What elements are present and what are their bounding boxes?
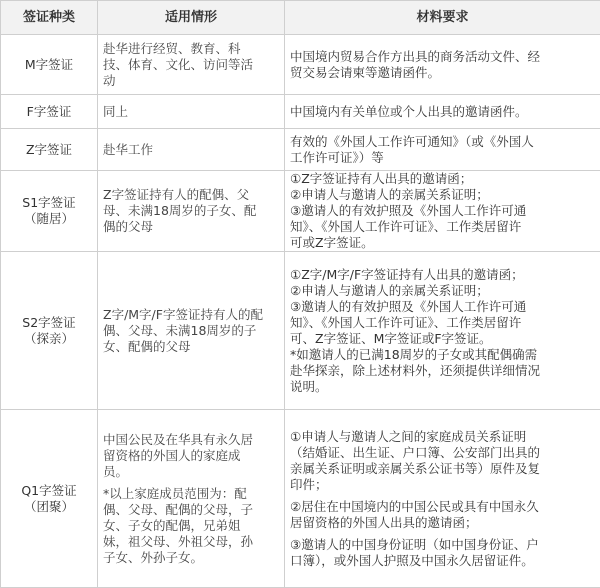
visa-type-cell bbox=[1, 35, 98, 95]
condition-cell-line: 子女、外孙子女。 bbox=[103, 550, 279, 566]
condition-cell-line: 偶的父母 bbox=[103, 219, 279, 235]
table-header-row bbox=[1, 1, 600, 35]
visa-type-cell bbox=[1, 171, 98, 252]
requirement-cell-line: （结婚证、出生证、户口簿、公安部门出具的 bbox=[290, 445, 595, 461]
requirement-cell bbox=[285, 35, 600, 95]
requirement-cell-line: 可或Z字签证。 bbox=[290, 235, 595, 251]
table-row bbox=[1, 35, 600, 95]
requirement-cell bbox=[285, 129, 600, 171]
condition-cell-line: 中国公民及在华具有永久居 bbox=[103, 432, 279, 448]
condition-cell-line: 赴华工作 bbox=[103, 142, 279, 158]
requirement-cell-line: 居留资格的外国人出具的邀请函； bbox=[290, 515, 595, 531]
visa-type-cell bbox=[1, 129, 98, 171]
visa-type-cell bbox=[1, 95, 98, 129]
requirement-cell-line: 口簿），或外国人护照及中国永久居留证件。 bbox=[290, 553, 595, 569]
requirement-cell-line: 中国境内贸易合作方出具的商务活动文件、经 bbox=[290, 49, 595, 65]
condition-cell-line: 女、子女的配偶，兄弟姐 bbox=[103, 518, 279, 534]
visa-type-cell bbox=[1, 252, 98, 410]
condition-cell-line: 动 bbox=[103, 73, 279, 89]
condition-cell bbox=[98, 252, 285, 410]
requirement-cell-line: 知》、《外国人工作许可证》、工作类居留许 bbox=[290, 219, 595, 235]
table-row bbox=[1, 171, 600, 252]
requirement-cell-line: *如邀请人的已满18周岁的子女或其配偶确需 bbox=[290, 347, 595, 363]
condition-cell-line: 同上 bbox=[103, 104, 279, 120]
condition-cell-line: 员。 bbox=[103, 464, 279, 480]
condition-cell-line: *以上家庭成员范围为：配 bbox=[103, 486, 279, 502]
condition-cell-line: 偶、父母、未满18周岁的子 bbox=[103, 323, 279, 339]
condition-cell-line: 妹，祖父母、外祖父母，孙 bbox=[103, 534, 279, 550]
visa-type-cell-line: （随居） bbox=[6, 211, 92, 227]
header-applicable-situation: 适用情形 bbox=[98, 1, 285, 35]
condition-cell bbox=[98, 95, 285, 129]
condition-cell bbox=[98, 129, 285, 171]
requirement-cell-line: ①Z字/M字/F字签证持有人出具的邀请函； bbox=[290, 267, 595, 283]
requirement-cell-line: ②申请人与邀请人的亲属关系证明； bbox=[290, 283, 595, 299]
requirement-cell-line: 知》、《外国人工作许可证》、工作类居留许 bbox=[290, 315, 595, 331]
header-visa-type: 签证种类 bbox=[1, 1, 98, 35]
condition-cell bbox=[98, 410, 285, 588]
requirement-cell-line: ③邀请人的有效护照及《外国人工作许可通 bbox=[290, 203, 595, 219]
requirement-cell bbox=[285, 171, 600, 252]
visa-type-cell bbox=[1, 410, 98, 588]
requirement-cell bbox=[285, 95, 600, 129]
header-material-requirements: 材料要求 bbox=[285, 1, 600, 35]
requirement-cell-line: ②居住在中国境内的中国公民或具有中国永久 bbox=[290, 499, 595, 515]
condition-cell-line: 技、体育、文化、访问等活 bbox=[103, 57, 279, 73]
requirement-cell-line: ①Z字签证持有人出具的邀请函； bbox=[290, 171, 595, 187]
requirement-cell-line: 说明。 bbox=[290, 379, 595, 395]
table-row bbox=[1, 129, 600, 171]
visa-type-cell-line: S2字签证 bbox=[6, 315, 92, 331]
requirement-cell-line: 中国境内有关单位或个人出具的邀请函件。 bbox=[290, 104, 595, 120]
condition-cell bbox=[98, 35, 285, 95]
condition-cell-line: 偶、父母、配偶的父母，子 bbox=[103, 502, 279, 518]
visa-type-cell-line: （探亲） bbox=[6, 331, 92, 347]
table-row bbox=[1, 410, 600, 588]
requirement-cell-line: 有效的《外国人工作许可通知》（或《外国人 bbox=[290, 134, 595, 150]
visa-type-cell-line: S1字签证 bbox=[6, 195, 92, 211]
requirement-cell-line: ③邀请人的有效护照及《外国人工作许可通 bbox=[290, 299, 595, 315]
requirement-cell-line: 工作许可证》）等 bbox=[290, 150, 595, 166]
condition-cell-line: 女、配偶的父母 bbox=[103, 339, 279, 355]
table-row bbox=[1, 252, 600, 410]
requirement-cell-line: ①申请人与邀请人之间的家庭成员关系证明 bbox=[290, 429, 595, 445]
condition-cell-line: 留资格的外国人的家庭成 bbox=[103, 448, 279, 464]
requirement-cell-line: 亲属关系证明或亲属关系公证书等）原件及复 bbox=[290, 461, 595, 477]
requirement-cell-line: 可、Z字签证、M字签证或F字签证。 bbox=[290, 331, 595, 347]
requirement-cell-line: 贸交易会请柬等邀请函件。 bbox=[290, 65, 595, 81]
condition-cell-line: Z字/M字/F字签证持有人的配 bbox=[103, 307, 279, 323]
visa-type-cell-line: （团聚） bbox=[6, 499, 92, 515]
requirement-cell-line: ②申请人与邀请人的亲属关系证明； bbox=[290, 187, 595, 203]
visa-type-cell-line: F字签证 bbox=[6, 104, 92, 120]
condition-cell-line: Z字签证持有人的配偶、父 bbox=[103, 187, 279, 203]
table-row bbox=[1, 95, 600, 129]
condition-cell bbox=[98, 171, 285, 252]
visa-type-cell-line: Z字签证 bbox=[6, 142, 92, 158]
visa-type-cell-line: Q1字签证 bbox=[6, 483, 92, 499]
requirement-cell bbox=[285, 252, 600, 410]
condition-cell-line: 赴华进行经贸、教育、科 bbox=[103, 41, 279, 57]
requirement-cell bbox=[285, 410, 600, 588]
visa-type-cell-line: M字签证 bbox=[6, 57, 92, 73]
requirement-cell-line: 赴华探亲，除上述材料外，还须提供详细情况 bbox=[290, 363, 595, 379]
requirement-cell-line: ③邀请人的中国身份证明（如中国身份证、户 bbox=[290, 537, 595, 553]
requirement-cell-line: 印件； bbox=[290, 477, 595, 493]
condition-cell-line: 母、未满18周岁的子女、配 bbox=[103, 203, 279, 219]
